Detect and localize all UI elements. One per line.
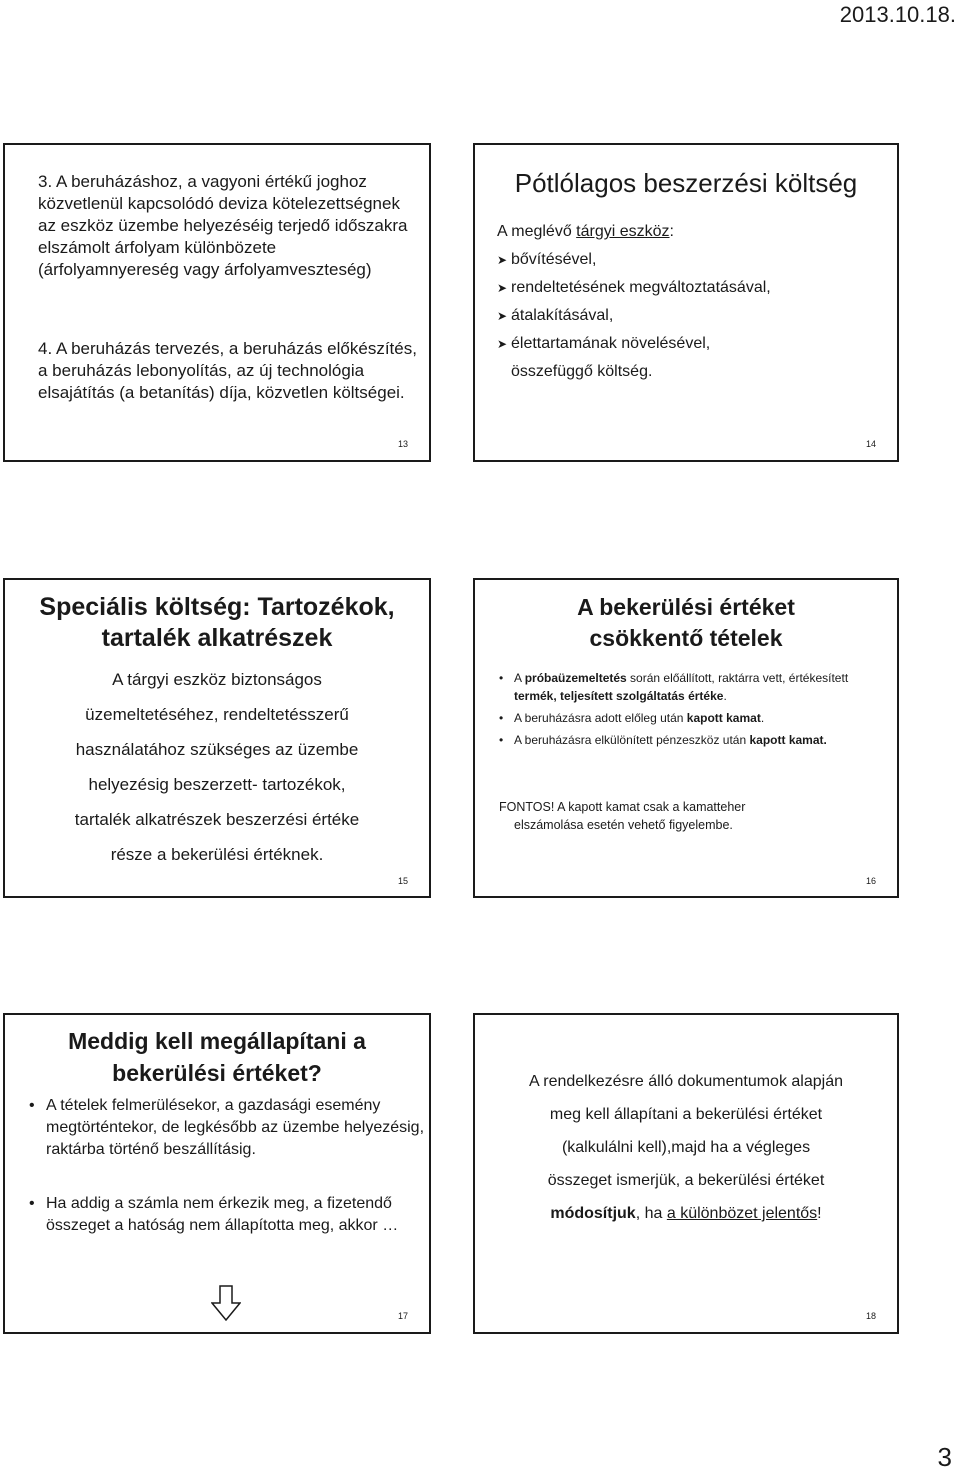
arrow-bullet-icon: ➤ [497,253,508,267]
closing-line: összefüggő költség. [511,363,653,380]
list-item: • A próbaüzemeltetés során előállított, raktárra vett, értékesített termék, teljesített szolgáltatás értéke. [499,671,849,703]
slide-13-item-3: 3. A beruházáshoz, a vagyoni értékű joghoz közvetlenül kapcsolódó deviza kötelezettségnek az eszköz üzembe helyezéséig terjedő időszakra elszámolt árfolyam különbözete (árfolyamnyereség vagy árfolyamveszteség) [38,172,408,279]
slide-16-list [499,669,879,753]
slide-13 [3,143,431,462]
slide-15-body: A tárgyi eszköz biztonságos üzemeltetéséhez, rendeltetésszerű használatához szükséges az üzembe helyezésig beszerzett- tartozékok, tartalék alkatrészek beszerzési értéke része a bekerülési értéknek. [74,670,360,864]
slide-title: Speciális költség: Tartozékok, tartalék alkatrészek [39,593,395,652]
arrow-bullet-icon: ➤ [497,281,508,295]
slide-18-body: A rendelkezésre álló dokumentumok alapján meg kell állapítani a bekerülési értéket (kalkulálni kell),majd ha a végleges összeget ismerjük, a bekerülési értéket módosítjuk, ha a különbözet jelentős! [475,1065,897,1230]
bullet-icon: • [499,671,504,685]
slide-18 [473,1013,899,1334]
slide-14-body [497,218,771,386]
page-date: 2013.10.18. [839,2,956,27]
slide-number: 14 [866,439,877,449]
slide-15 [3,578,431,898]
bullet-icon: • [29,1195,35,1212]
bullet-icon: • [499,711,504,725]
bullet-icon: • [499,733,504,747]
arrow-bullet-icon: ➤ [497,337,508,351]
down-arrow-icon [211,1285,241,1321]
list-item: • Ha addig a számla nem érkezik meg, a fizetendő összeget a hatóság nem állapította meg, akkor … [29,1195,399,1234]
slide-number: 13 [398,439,409,449]
page-number: 3 [937,1442,952,1472]
slide-17-list [29,1095,424,1237]
final-line: módosítjuk, ha a különbözet jelentős! [550,1205,822,1222]
list-item: • A tételek felmerülésekor, a gazdasági esemény megtörténtekor, de legkésőbb az üzembe helyezésig, raktárba történő beszállításig. [29,1097,425,1158]
slide-title: Meddig kell megállapítani a bekerülési értéket? [68,1028,366,1086]
slide-number: 17 [398,1311,409,1321]
list-item: • A beruházásra elkülönített pénzeszköz után kapott kamat. [499,733,827,747]
slide-16 [473,578,899,898]
slide-14 [473,143,899,462]
slide-number: 18 [866,1311,877,1321]
list-item: ➤ bővítésével, [497,246,771,274]
slide-title: A bekerülési értéket csökkentő tételek [577,594,795,651]
slide-title: Pótlólagos beszerzési költség [514,168,858,198]
list-item: ➤ rendeltetésének megváltoztatásával, [497,274,771,302]
arrow-bullet-icon: ➤ [497,309,508,323]
list-item: ➤ élettartamának növelésével, [497,330,771,358]
slide-number: 15 [398,876,409,886]
slide-13-item-4: 4. A beruházás tervezés, a beruházás előkészítés, a beruházás lebonyolítás, az új technológia elsajátítás (a betanítás) díja, közvetlen költségei. [38,339,417,402]
bullet-icon: • [29,1097,35,1114]
important-note: FONTOS! A kapott kamat csak a kamatteher elszámolása esetén vehető figyelembe. [499,800,746,832]
list-item: ➤ átalakításával, [497,302,771,330]
slide-number: 16 [866,876,877,886]
list-item: • A beruházásra adott előleg után kapott kamat. [499,711,765,725]
slide-17 [3,1013,431,1334]
intro-line: A meglévő tárgyi eszköz: [497,223,674,240]
